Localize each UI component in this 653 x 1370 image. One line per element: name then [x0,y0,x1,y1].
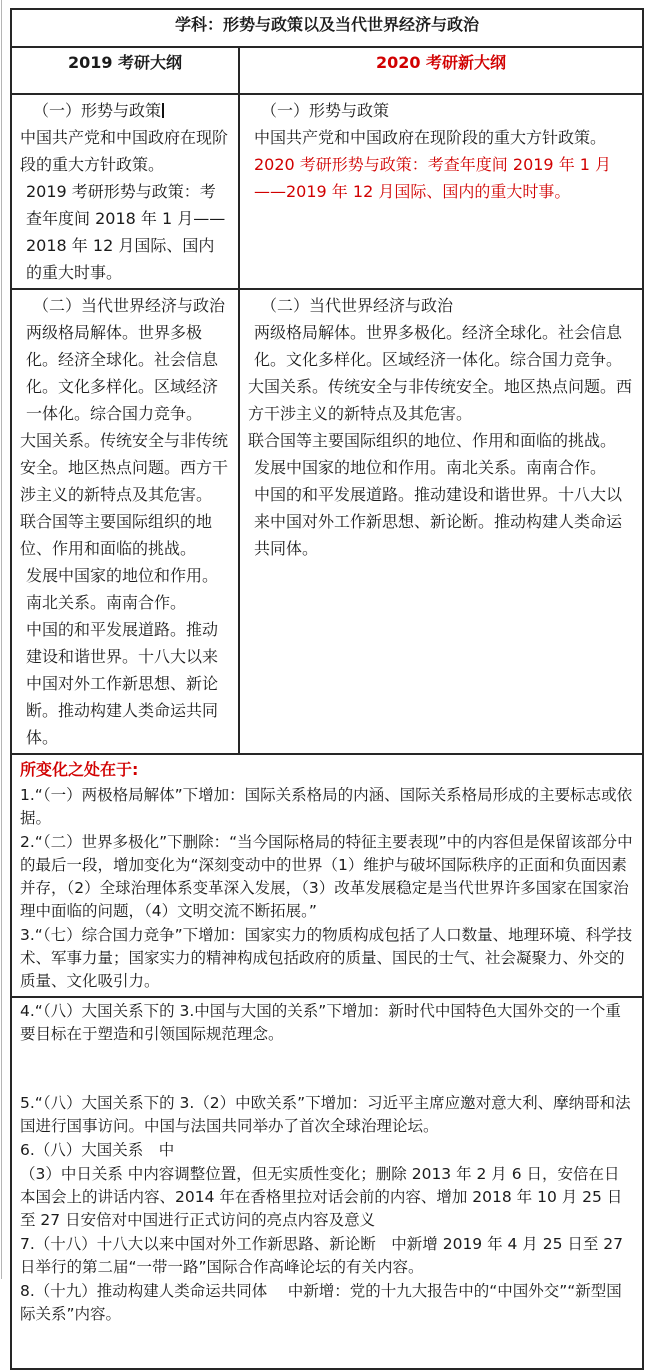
section2-2019-heading: （二）当代世界经济与政治 [33,296,226,315]
change-item-6b: （3）中日关系 中内容调整位置，但无实质性变化；删除 2013 年 2 月 6 日，安倍在日本国会上的讲话内容、2014 年在香格里拉对话会前的内容、增加 2018 年 10 月 25 日至 27 日安倍对中国进行正式访问的亮点内容及意义 [20,1165,623,1229]
change-item-8: 8.（十九）推动构建人类命运共同体 中新增：党的十九大报告中的“中国外交”“新型国际关系”内容。 [20,1282,622,1323]
column-header-2020-cell[interactable] [239,47,643,94]
section2-2019-p4: 发展中国家的地位和作用。南北关系。南南合作。 [26,566,219,612]
section2-2019-p2: 大国关系。传统安全与非传统安全。地区热点问题。西方干涉主义的新特点及其危害。 [20,431,229,504]
title-row [11,9,643,47]
change-item-2: 2.“（二）世界多极化”下删除：“当今国际格局的特征主要表现”中的内容但是保留该部分中的最后一段，增加变化为“深刻变动中的世界（1）维护与破坏国际秩序的正面和负面因素并存，（2）全球治理体系变革深入发展，（3）改革发展稳定是当代世界许多国家在国家治理中面临的问题，（4）文明交流不断拓展。” [20,833,633,920]
section2-2020-p3: 联合国等主要国际组织的地位、作用和面临的挑战。 [248,431,617,450]
changes-cell-2[interactable] [11,997,643,1369]
section1-2019-note: 2019 考研形势与政策：考查年度间 2018 年 1 月——2018 年 12 月国际、国内的重大时事。 [26,182,226,282]
document-title: 学科：形势与政策以及当代世界经济与政治 [175,15,480,34]
change-item-5: 5.“（八）大国关系下的 3.（2）中欧关系”下增加：习近平主席应邀对意大利、摩纳哥和法国进行国事访问。中国与法国共同举办了首次全球治理论坛。 [20,1094,631,1135]
section2-2020-p2: 大国关系。传统安全与非传统安全。地区热点问题。西方干涉主义的新特点及其危害。 [248,377,633,423]
section2-2020-cell[interactable] [239,289,643,754]
changes-row-1 [11,754,643,997]
syllabus-comparison-table [10,8,644,1370]
section1-2020-body: 中国共产党和中国政府在现阶段的重大方针政策。 [254,128,607,147]
change-item-3: 3.“（七）综合国力竞争”下增加：国家实力的物质构成包括了人口数量、地理环境、科学技术、军事力量；国家实力的精神构成包括政府的质量、国民的士气、社会凝聚力、外交的质量、文化吸引力。 [20,926,633,990]
column-header-row [11,47,643,94]
text-cursor [162,103,164,118]
section2-2020-heading: （二）当代世界经济与政治 [261,296,454,315]
section1-2019-heading-text: （一）形势与政策 [33,101,162,120]
column-header-2020: 2020 考研新大纲 [375,53,507,72]
change-item-7: 7.（十八）十八大以来中国对外工作新思路、新论断 中新增 2019 年 4 月 25 日至 27 日举行的第二届“一带一路”国际合作高峰论坛的有关内容。 [20,1235,624,1276]
section2-2019-p3: 联合国等主要国际组织的地位、作用和面临的挑战。 [20,512,213,558]
column-header-2019-cell[interactable] [11,47,239,94]
section1-2020-note: 2020 考研形势与政策：考查年度间 2019 年 1 月——2019 年 12 月国际、国内的重大时事。 [254,155,612,201]
changes-row-2 [11,997,643,1369]
section1-2019-cell[interactable] [11,94,239,289]
section1-2019-heading [20,97,230,124]
section2-2019-cell[interactable] [11,289,239,754]
section1-2020-heading: （一）形势与政策 [261,101,390,120]
section2-2019-p5: 中国的和平发展道路。推动建设和谐世界。十八大以来中国对外工作新思想、新论断。推动构建人类命运共同体。 [26,620,219,747]
page-margin-line [1,0,2,1279]
section2-row [11,289,643,754]
section1-row [11,94,643,289]
section1-2020-cell[interactable] [239,94,643,289]
section2-2020-p5: 中国的和平发展道路。推动建设和谐世界。十八大以来中国对外工作新思想、新论断。推动构建人类命运共同体。 [254,485,623,558]
change-item-4: 4.“（八）大国关系下的 3.中国与大国的关系”下增加：新时代中国特色大国外交的一个重要目标在于塑造和引领国际规范理念。 [20,1002,621,1043]
change-item-6a: 6.（八）大国关系 中 [20,1141,175,1159]
title-cell[interactable] [11,9,643,47]
section2-2020-p4: 发展中国家的地位和作用。南北关系。南南合作。 [254,458,607,477]
change-item-1: 1.“（一）两极格局解体”下增加：国际关系格局的内涵、国际关系格局形成的主要标志或依据。 [20,786,633,827]
changes-cell-1[interactable] [11,754,643,997]
section2-2019-p1: 两级格局解体。世界多极化。经济全球化。社会信息化。文化多样化。区域经济一体化。综合国力竞争。 [26,323,219,423]
column-header-2019: 2019 考研大纲 [67,53,183,72]
section2-2020-p1: 两级格局解体。世界多极化。经济全球化。社会信息化。文化多样化。区域经济一体化。综合国力竞争。 [254,323,623,369]
changes-heading: 所变化之处在于: [20,760,139,779]
section1-2019-body: 中国共产党和中国政府在现阶段的重大方针政策。 [20,128,229,174]
